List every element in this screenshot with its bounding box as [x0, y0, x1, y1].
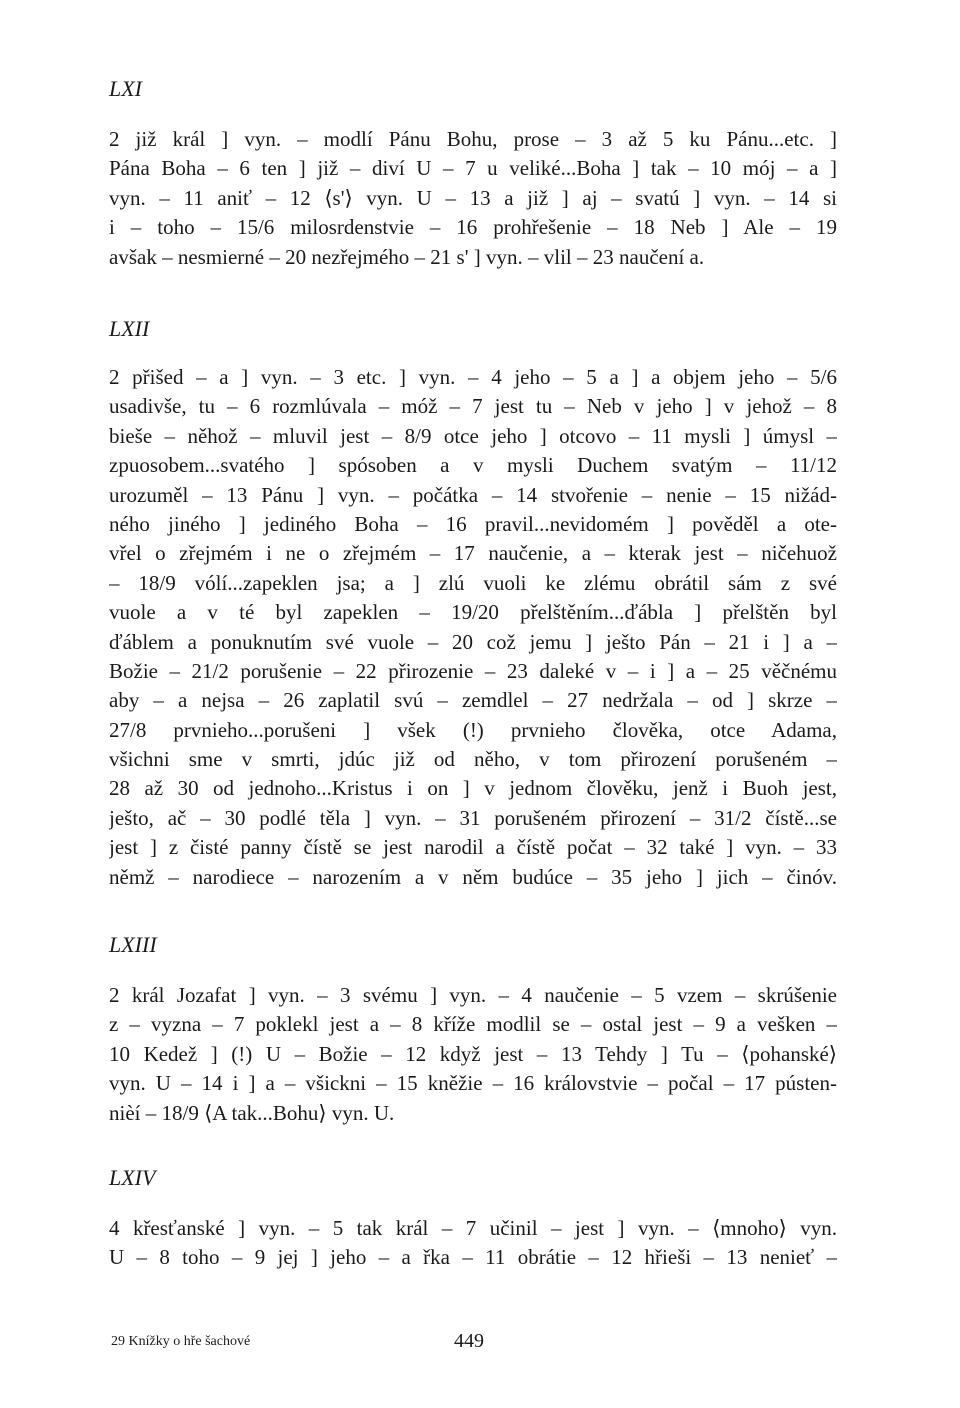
text-line: vřel o zřejmém i ne o zřejmém – 17 naučenie, a – kterak jest – ničehuož [109, 541, 837, 566]
text-line: Pána Boha – 6 ten ] již – diví U – 7 u veliké...Boha ] tak – 10 mój – a ] [109, 156, 837, 181]
section-heading-lxiii: LXIII [109, 932, 157, 957]
text-line: 2 již král ] vyn. – modlí Pánu Bohu, prose – 3 až 5 ku Pánu...etc. ] [109, 127, 837, 151]
section-heading-lxiv: LXIV [109, 1165, 156, 1190]
text-line: z – vyzna – 7 poklekl jest a – 8 kříže modlil se – ostal jest – 9 a vešken – [109, 1012, 837, 1037]
section-heading-lxi: LXI [109, 76, 142, 101]
section-text-lxiv [109, 1214, 837, 1273]
text-line: 2 přišed – a ] vyn. – 3 etc. ] vyn. – 4 jeho – 5 a ] a objem jeho – 5/6 [109, 365, 837, 389]
text-line: avšak – nesmierné – 20 nezřejmého – 21 s' ] vyn. – vlil – 23 naučení a. [109, 244, 705, 269]
text-line: urozuměl – 13 Pánu ] vyn. – počátka – 14 stvořenie – nenie – 15 nižád- [109, 482, 837, 507]
text-line: nièí – 18/9 ⟨A tak...Bohu⟩ vyn. U. [109, 1100, 395, 1125]
text-line: ješto, ač – 30 podlé těla ] vyn. – 31 porušeném přirození – 31/2 čístě...se [109, 805, 837, 830]
text-line: zpuosobem...svatého ] spósoben a v mysli Duchem svatým – 11/12 [109, 453, 837, 478]
text-line: 28 až 30 od jednoho...Kristus i on ] v jednom člověku, jenž i Buoh jest, [109, 776, 837, 801]
section-text-lxi [109, 125, 837, 272]
section-text-lxii [109, 363, 837, 892]
text-line: 4 křesťanské ] vyn. – 5 tak král – 7 učinil – jest ] vyn. – ⟨mnoho⟩ vyn. [109, 1216, 837, 1240]
page-number: 449 [454, 1330, 484, 1352]
text-line: vuole a v té byl zapeklen – 19/20 přelštěním...ďábla ] přelštěn byl [109, 600, 837, 625]
text-line: 2 král Jozafat ] vyn. – 3 svému ] vyn. – 4 naučenie – 5 vzem – skrúšenie [109, 983, 837, 1007]
text-line: vyn. U – 14 i ] a – všickni – 15 kněžie – 16 královstvie – počal – 17 pústen- [109, 1071, 837, 1096]
text-line: Božie – 21/2 porušenie – 22 přirozenie – 23 daleké v – i ] a – 25 věčnému [109, 658, 837, 683]
text-line: ného jiného ] jediného Boha – 16 pravil...nevidomém ] pověděl a ote- [109, 511, 837, 536]
text-line: U – 8 toho – 9 jej ] jeho – a řka – 11 obrátie – 12 hřieši – 13 nenieť – [109, 1245, 837, 1270]
text-line: ďáblem a ponuknutím své vuole – 20 což jemu ] ješto Pán – 21 i ] a – [109, 629, 837, 654]
signature-mark: 29 Knížky o hře šachové [111, 1334, 251, 1349]
section-text-lxiii [109, 981, 837, 1128]
text-line: usadivše, tu – 6 rozmlúvala – móž – 7 jest tu – Neb v jeho ] v jehož – 8 [109, 394, 837, 419]
text-line: 27/8 prvnieho...porušeni ] všek (!) prvnieho člověka, otce Adama, [109, 717, 837, 742]
text-line: i – toho – 15/6 milosrdenstvie – 16 prohřešenie – 18 Neb ] Ale – 19 [109, 215, 837, 240]
text-line: všichni sme v smrti, jdúc již od něho, v tom přirození porušeném – [109, 747, 837, 772]
text-line: němž – narodiece – narozením a v něm budúce – 35 jeho ] jich – činóv. [109, 864, 837, 889]
text-line: 10 Kedež ] (!) U – Božie – 12 když jest – 13 Tehdy ] Tu – ⟨pohanské⟩ [109, 1041, 837, 1066]
text-line: – 18/9 vólí...zapeklen jsa; a ] zlú vuoli ke zlému obrátil sám z své [109, 570, 837, 595]
text-line: vyn. – 11 aniť – 12 ⟨s'⟩ vyn. U – 13 a již ] aj – svatú ] vyn. – 14 si [109, 185, 837, 210]
section-heading-lxii: LXII [109, 316, 150, 341]
text-line: aby – a nejsa – 26 zaplatil svú – zemdlel – 27 nedržala – od ] skrze – [109, 688, 837, 713]
text-line: bieše – něhož – mluvil jest – 8/9 otce jeho ] otcovo – 11 mysli ] úmysl – [109, 423, 837, 448]
text-line: jest ] z čisté panny čístě se jest narodil a čístě počat – 32 také ] vyn. – 33 [109, 835, 837, 860]
